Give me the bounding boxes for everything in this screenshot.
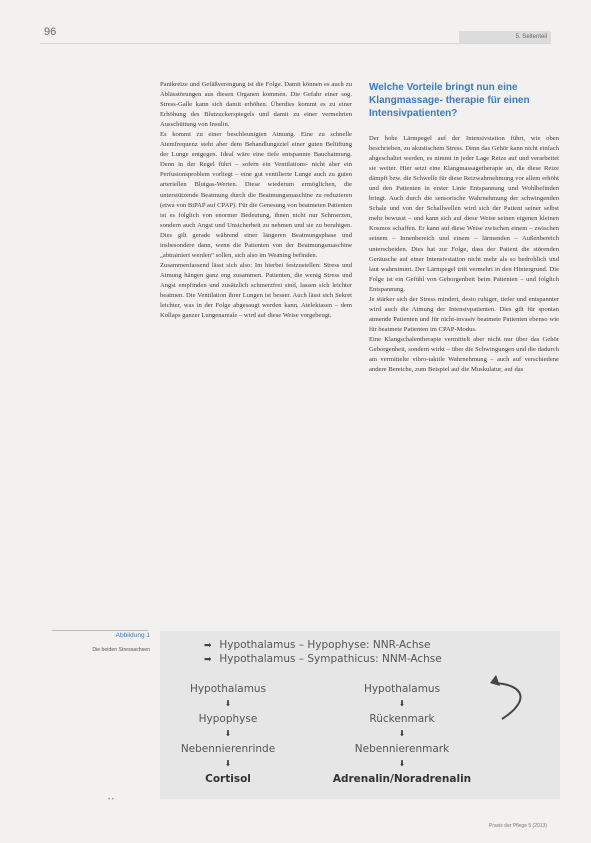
right-paragraph: Je stärker sich der Stress mindert, desto ruhiger, tiefer und entspannter wird auch die Atmung der Intensivpatienten. Dies gilt für spontan atmende Patienten und für nicht-invasiv beatmete Patienten ebenso wie für beatmete Patienten im CPAP-Modus.: [369, 295, 559, 333]
node-cortisol: Cortisol: [205, 773, 251, 785]
node-rueckenmark: Rückenmark: [369, 713, 435, 725]
arrow-right-icon: ➡: [204, 655, 212, 665]
node-hypothalamus: Hypothalamus: [363, 683, 441, 695]
arrow-right-icon: ➡: [204, 641, 212, 651]
section-heading: Welche Vorteile bringt nun eine Klangmassage- therapie für einen Intensivpatienten?: [369, 82, 530, 119]
left-paragraph: Es kommt zu einer beschleunigten Atmung. Eine zu schnelle Atemfrequenz steht aber dem Behandlungsziel einer guten Belüftung der Lunge entgegen. Ideal wäre eine tiefe entspannte Bauchatmung. Denn in der Regel führt – sofern ein Ventilations- nicht aber ein Perfusionsproblem vorliegt – eine gut ventilierte Lunge auch zu guten arteriellen Blutgas-Werten. Diese wiederum ermöglichen, die unterstützende Beatmung durch die Beatmungsmaschine zu reduzieren (etwa von BiPAP auf CPAP). Für die Genesung von beatmeten Patienten ist es folglich von enormer Bedeutung, ihnen nicht nur Schmerzen, sondern auch Angst und Unsicherheit zu nehmen und sie zu beruhigen. Dies gilt gerade während einer längeren Beatmungsphase und insbesondere dann, wenn die Patienten von der Beatmungsmaschine „abtrainiert werden“ sollen, sich also im Weaning befinden.: [160, 131, 352, 259]
scan-mark: • •: [108, 797, 114, 803]
figure-rule: [52, 630, 148, 631]
node-adrenalin: Adrenalin/Noradrenalin: [332, 773, 472, 785]
node-nebennierenrinde: Nebennierenrinde: [180, 743, 276, 755]
header-rule: [40, 43, 551, 44]
stress-axes-diagram: [160, 631, 560, 799]
down-arrow-icon: ⬇: [224, 699, 232, 708]
down-arrow-icon: ⬇: [398, 729, 406, 738]
axis-line-nnr: [204, 639, 430, 651]
right-paragraph: Eine Klangschalentherapie vermittelt aber nicht nur über das Gehör Geborgenheit, sondern wirkt – über die Schwingungen und die dadurch am vermittelte vibro-taktile Wahrnehmung – auch auf verschiedene andere Bereiche, zum Beispiel auf die Muskulatur, auf das: [369, 335, 559, 374]
down-arrow-icon: ⬇: [398, 759, 406, 768]
down-arrow-icon: ⬇: [398, 699, 406, 708]
figure-label: Abbildung 1: [115, 632, 150, 639]
section-tab: 5. Seitenteil: [459, 31, 551, 44]
right-column: [369, 134, 559, 375]
footer-text: Praxis der Pflege 5 (2013): [488, 823, 547, 829]
down-arrow-icon: ⬇: [224, 759, 232, 768]
down-arrow-icon: ⬇: [224, 729, 232, 738]
figure-caption: Die beiden Stressachsen: [92, 647, 150, 653]
node-nebennierenmark: Nebennierenmark: [354, 743, 450, 755]
node-hypophyse: Hypophyse: [198, 713, 258, 725]
axis-line-nnm: [204, 653, 442, 665]
axis-label: Hypothalamus – Sympathicus: NNM-Achse: [219, 653, 442, 665]
axis-label: Hypothalamus – Hypophyse: NNR-Achse: [219, 639, 431, 651]
right-paragraph: Der hohe Lärmpegel auf der Intensivstation führt, wie oben beschrieben, zu akustischem Stress. Denn das Gehör kann nicht einfach abgeschaltet werden, es nimmt in jeder Lage Reize auf und verarbeitet sie weiter. Hier setzt eine Klangmassagetherapie an, die diese Reize dämpft bzw. die Schwelle für diese Reizwahrnehmung vor allem erhöht und den Patienten in erster Linie Entspannung und Wohlbefinden bringt. Auch durch die sensorische Wahrnehmung der schwingenden Schale und von der Schallwellen wird sich der Patient seiner selbst mehr bewusst – und kann sich auf diese Weise seinen eigenen kleinen Kosmos schaffen. Er kann auf diese Weise zwischen einem – zwischen seinem – Innenbereich und einem – lärmenden – Außenbereich unterscheiden. Dies hat zur Folge, dass der Patient die störenden Geräusche auf einer Intensivstation nicht mehr als so bedrohlich und laut wahrnimmt. Der Lärmpegel tritt vermehrt in den Hintergrund. Die Folge ist ein Gefühl von Geborgenheit beim Patienten – und folglich Entspannung.: [369, 135, 559, 293]
left-paragraph: Panikreize und Gefäßverengung ist die Folge. Damit können es auch zu Ablässtörungen aus diesen Organen kommen. Die Gefahr einer sog. Stress-Galle kann sich damit erhöhen. Überdies kommt es zu einer Erhöhung des Blutzuckerspiegels und damit zu einer vermehrten Ausschüttung von Insulin.: [160, 81, 352, 129]
left-column: [160, 80, 352, 321]
left-paragraph: Zusammenfassend lässt sich also: Im hierbei festzustellen: Stress und Atmung hängen ganz eng zusammen. Patienten, die wenig Stress und Angst empfinden und zusätzlich schmerzfrei sind, lassen sich leichter beatmen. Die Ventilation ihrer Lungen ist besser. Auch lässt sich Sekret leichter, was in der Folge abgesaugt werden kann. Atelektasen – dem Kollaps ganzer Lungenareale – wird auf diese Weise vorgebeugt.: [160, 261, 352, 320]
page-number: 96: [44, 26, 57, 38]
curved-arrow-icon: [490, 671, 540, 731]
node-hypothalamus: Hypothalamus: [189, 683, 267, 695]
